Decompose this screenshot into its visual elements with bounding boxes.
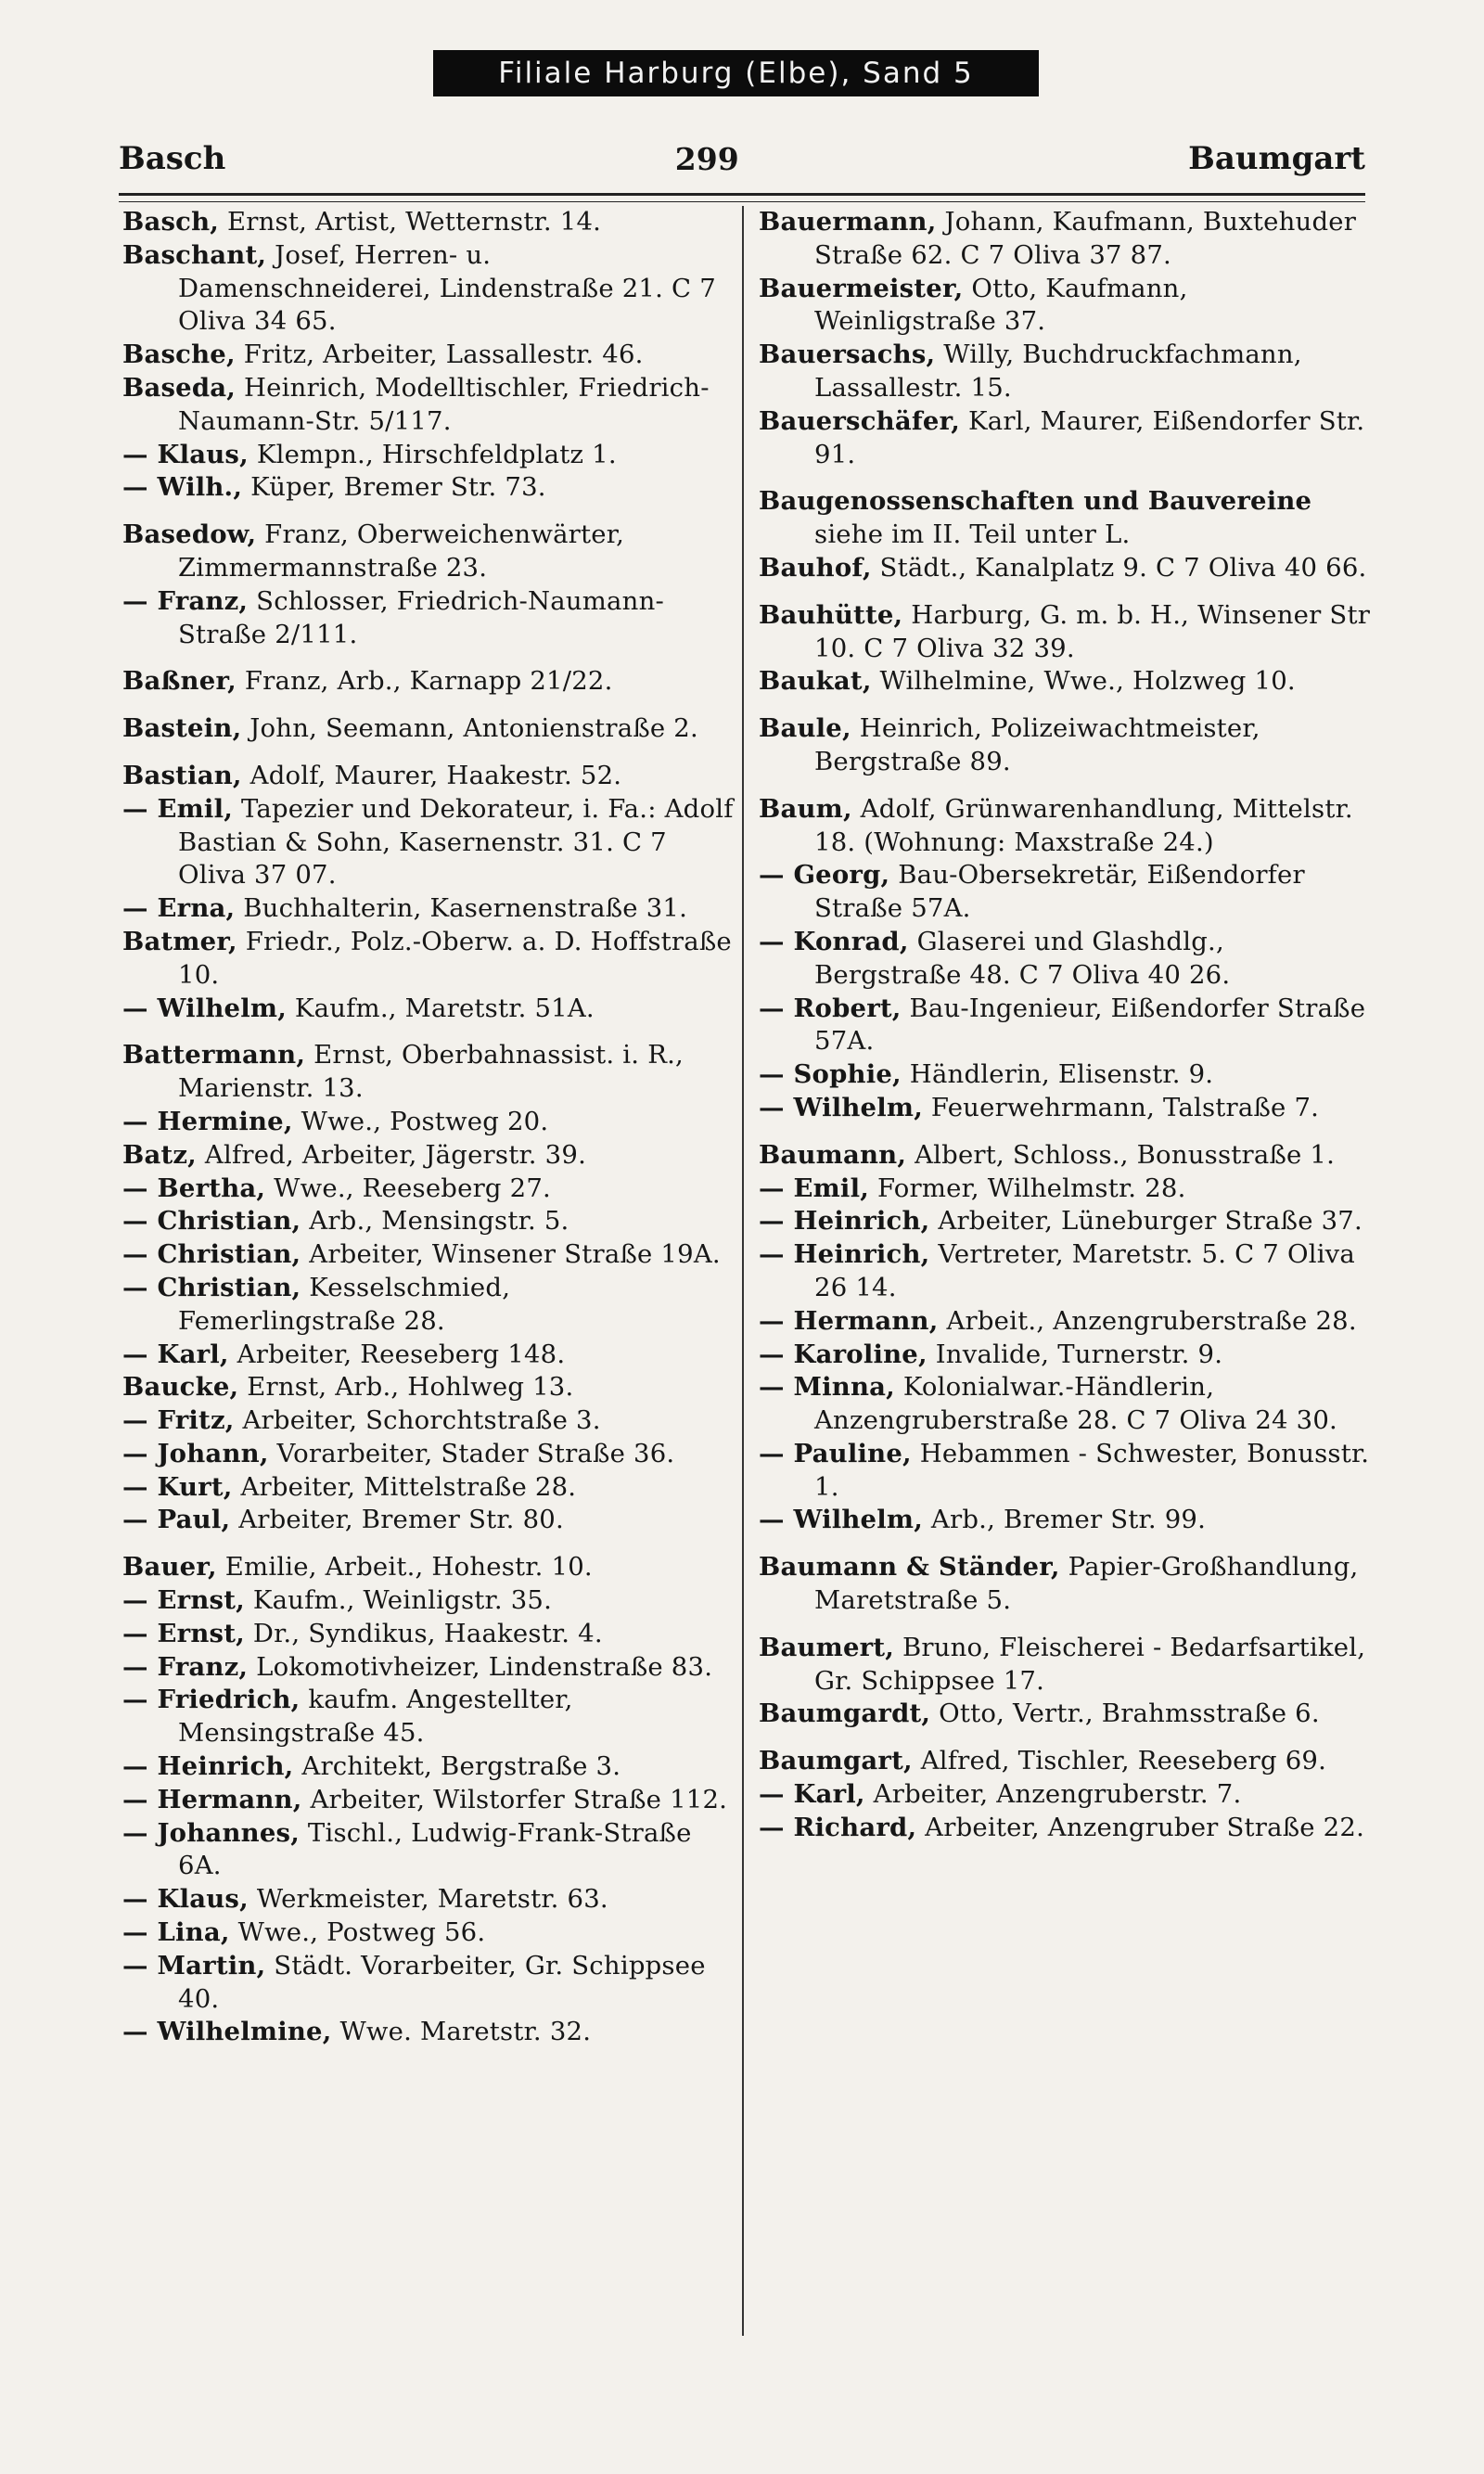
directory-entry — [122, 665, 735, 699]
entry-name: Bauhütte, — [759, 599, 903, 630]
entry-details: Bau-Ingenieur, Eißendorfer Straße 57A. — [814, 993, 1366, 1057]
entry-details: Küper, Bremer Str. 73. — [242, 472, 546, 503]
entry-details: Heinrich, Modelltischler, Friedrich-Naumann-Str. 5/117. — [178, 372, 710, 436]
directory-entry — [122, 585, 735, 652]
entry-details: Otto, Kaufmann, Weinligstraße 37. — [814, 273, 1188, 337]
entry-name: — Hermann, — [759, 1305, 939, 1336]
entry-name: — Pauline, — [759, 1438, 912, 1468]
entry-name: — Karl, — [759, 1779, 865, 1810]
entry-details: Arb., Mensingstr. 5. — [301, 1206, 569, 1237]
directory-entry — [759, 1698, 1371, 1731]
entry-name: — Richard, — [759, 1812, 917, 1842]
branch-banner: Filiale Harburg (Elbe), Sand 5 — [433, 50, 1039, 96]
entry-name: — Konrad, — [759, 926, 909, 956]
entry-details: Papier-Großhandlung, Maretstraße 5. — [814, 1552, 1359, 1616]
entry-name: — Christian, — [122, 1206, 301, 1237]
entry-name: — Bertha, — [122, 1173, 266, 1203]
directory-entry — [122, 1404, 735, 1438]
entry-name: — Ernst, — [122, 1618, 245, 1648]
entry-name: — Lina, — [122, 1917, 230, 1948]
entry-name: — Christian, — [122, 1272, 301, 1302]
entry-details: Fritz, Arbeiter, Lassallestr. 46. — [235, 340, 644, 370]
entry-name: Bauersachs, — [759, 340, 936, 370]
entry-name: — Klaus, — [122, 1884, 249, 1915]
entry-details: Bruno, Fleischerei - Bedarfsartikel, Gr. Schippsee 17. — [814, 1632, 1366, 1696]
directory-entry — [122, 1916, 735, 1950]
entry-name: Baumgardt, — [759, 1698, 931, 1729]
directory-entry — [122, 793, 735, 892]
entry-name: — Wilhelm, — [759, 1505, 923, 1535]
directory-entry — [122, 519, 735, 585]
entry-name: — Fritz, — [122, 1405, 235, 1436]
directory-entry — [759, 1632, 1371, 1698]
entry-details: Otto, Vertr., Brahmsstraße 6. — [930, 1698, 1320, 1729]
entry-details: Johann, Kaufmann, Buxtehuder Straße 62. C 7 Oliva 37 87. — [814, 207, 1357, 270]
entry-name: Baumert, — [759, 1632, 895, 1662]
entry-name: — Wilh., — [122, 472, 243, 503]
entry-name: Basch, — [122, 207, 220, 237]
entry-details: Vorarbeiter, Stader Straße 36. — [268, 1438, 675, 1468]
entry-details: Willy, Buchdruckfachmann, Lassallestr. 15. — [814, 340, 1302, 403]
directory-entry — [759, 273, 1371, 340]
entry-details: Invalide, Turnerstr. 9. — [927, 1339, 1223, 1369]
entry-details: Tapezier und Dekorateur, i. Fa.: Adolf Bastian & Sohn, Kasernenstr. 31. C 7 Oliva 37 07. — [178, 793, 734, 891]
entry-name: — Heinrich, — [759, 1206, 930, 1237]
entry-details: Alfred, Arbeiter, Jägerstr. 39. — [196, 1139, 587, 1170]
entry-details: Wwe., Postweg 20. — [292, 1106, 549, 1136]
entry-details: Arbeiter, Lüneburger Straße 37. — [929, 1206, 1362, 1237]
directory-entry — [122, 1551, 735, 1584]
directory-entry — [122, 1784, 735, 1817]
entry-name: — Wilhelm, — [759, 1092, 923, 1122]
directory-entry — [759, 206, 1371, 273]
directory-entry — [122, 993, 735, 1026]
entry-details: Arbeiter, Anzengruber Straße 22. — [916, 1812, 1365, 1842]
directory-entry — [759, 1812, 1371, 1845]
directory-entry — [122, 1272, 735, 1339]
right-column — [759, 206, 1371, 1845]
entry-name: Baumann & Ständer, — [759, 1552, 1060, 1583]
directory-entry — [122, 339, 735, 372]
directory-entry — [759, 926, 1371, 993]
directory-entry — [122, 439, 735, 472]
directory-entry — [122, 1173, 735, 1206]
directory-entry — [122, 1106, 735, 1139]
directory-entry — [122, 1883, 735, 1916]
directory-entry — [759, 712, 1371, 779]
entry-name: — Franz, — [122, 585, 249, 616]
directory-entry — [759, 1305, 1371, 1339]
entry-details: Buchhalterin, Kasernenstraße 31. — [235, 893, 688, 924]
entry-details: Franz, Oberweichenwärter, Zimmermannstraße 23. — [178, 519, 625, 583]
entry-details: siehe im II. Teil unter L. — [814, 519, 1131, 550]
entry-details: Wilhelmine, Wwe., Holzweg 10. — [871, 666, 1296, 697]
entry-name: — Kurt, — [122, 1471, 233, 1502]
entry-details: Ernst, Arb., Hohlweg 13. — [238, 1372, 574, 1403]
entry-details: Arbeiter, Anzengruberstr. 7. — [864, 1779, 1242, 1810]
entry-details: John, Seemann, Antonienstraße 2. — [241, 713, 698, 744]
directory-entry — [122, 1750, 735, 1784]
directory-entry — [122, 760, 735, 793]
directory-entry — [759, 1371, 1371, 1438]
directory-entry — [122, 372, 735, 439]
entry-details: Arbeiter, Bremer Str. 80. — [230, 1505, 564, 1535]
entry-name: — Ernst, — [122, 1585, 245, 1616]
directory-entry — [759, 1092, 1371, 1125]
entry-name: — Minna, — [759, 1372, 895, 1403]
entry-name: — Martin, — [122, 1950, 266, 1980]
entry-details: Händlerin, Elisenstr. 9. — [901, 1059, 1214, 1090]
entry-name: — Emil, — [122, 793, 234, 824]
entry-details: Schlosser, Friedrich-Naumann-Straße 2/111. — [178, 585, 664, 649]
entry-name: — Klaus, — [122, 439, 249, 469]
directory-entry — [122, 1238, 735, 1272]
directory-entry — [759, 1238, 1371, 1305]
entry-details: Arbeiter, Reeseberg 148. — [228, 1339, 566, 1369]
entry-details: Alfred, Tischler, Reeseberg 69. — [912, 1746, 1327, 1776]
directory-entry — [122, 1651, 735, 1685]
entry-details: Friedr., Polz.-Oberw. a. D. Hoffstraße 10. — [178, 926, 732, 990]
entry-name: Baucke, — [122, 1372, 239, 1403]
entry-name: Bauhof, — [759, 552, 872, 583]
directory-entry — [759, 1058, 1371, 1092]
entry-details: Bau-Obersekretär, Eißendorfer Straße 57A. — [814, 860, 1305, 924]
directory-entry — [122, 1438, 735, 1471]
entry-details: Josef, Herren- u. Damenschneiderei, Lindenstraße 21. C 7 Oliva 34 65. — [178, 239, 716, 337]
page-number: 299 — [674, 140, 739, 177]
directory-entry — [122, 1371, 735, 1404]
entry-details: kaufm. Angestellter, Mensingstraße 45. — [178, 1685, 573, 1749]
entry-name: — Franz, — [122, 1651, 249, 1682]
entry-name: Basedow, — [122, 519, 257, 550]
entry-details: Karl, Maurer, Eißendorfer Str. 91. — [814, 405, 1365, 469]
directory-entry — [759, 1205, 1371, 1238]
entry-name: Baumgart, — [759, 1746, 913, 1776]
entry-details: Franz, Arb., Karnapp 21/22. — [236, 666, 613, 697]
entry-name: Baum, — [759, 793, 852, 824]
directory-entry — [122, 471, 735, 505]
entry-name: — Georg, — [759, 860, 890, 891]
entry-details: Emilie, Arbeit., Hohestr. 10. — [216, 1552, 593, 1583]
entry-details: Dr., Syndikus, Haakestr. 4. — [244, 1618, 603, 1648]
entry-details: Klempn., Hirschfeldplatz 1. — [248, 439, 617, 469]
entry-details: Glaserei und Glashdlg., Bergstraße 48. C 7 Oliva 40 26. — [814, 926, 1231, 990]
entry-details: Kolonialwar.-Händlerin, Anzengruberstraße 28. C 7 Oliva 24 30. — [814, 1372, 1337, 1436]
entry-details: Kaufm., Maretstr. 51A. — [286, 993, 595, 1023]
entry-name: Bauer, — [122, 1552, 217, 1583]
entry-details: Arbeiter, Winsener Straße 19A. — [301, 1239, 721, 1270]
entry-name: Batz, — [122, 1139, 197, 1170]
entry-details: Architekt, Bergstraße 3. — [293, 1751, 621, 1782]
directory-entry — [122, 1139, 735, 1173]
entry-name: Bastein, — [122, 713, 242, 744]
entry-details: Städt., Kanalplatz 9. C 7 Oliva 40 66. — [871, 552, 1367, 583]
entry-name: — Wilhelmine, — [122, 2017, 332, 2047]
directory-entry — [759, 793, 1371, 860]
directory-entry — [122, 1584, 735, 1618]
entry-details: Arb., Bremer Str. 99. — [922, 1505, 1207, 1535]
entry-details: Kesselschmied, Femerlingstraße 28. — [178, 1272, 511, 1336]
entry-name: Bauermann, — [759, 207, 937, 237]
directory-entry — [759, 665, 1371, 699]
entry-name: Baschant, — [122, 239, 267, 270]
entry-name: — Christian, — [122, 1239, 301, 1270]
directory-entry — [122, 1339, 735, 1372]
directory-entry — [122, 926, 735, 993]
entry-name: — Karl, — [122, 1339, 229, 1369]
directory-entry — [122, 239, 735, 339]
entry-name: — Emil, — [759, 1173, 870, 1203]
header-rule — [119, 193, 1365, 202]
entry-details: Heinrich, Polizeiwachtmeister, Bergstraße 89. — [814, 713, 1260, 776]
entry-name: Bauerschäfer, — [759, 405, 961, 436]
directory-entry — [122, 1471, 735, 1505]
entry-details: Albert, Schloss., Bonusstraße 1. — [906, 1139, 1336, 1170]
header-right-catchword: Baumgart — [1188, 140, 1365, 177]
entry-details: Wwe., Reeseberg 27. — [265, 1173, 551, 1203]
entry-details: Former, Wilhelmstr. 28. — [869, 1173, 1186, 1203]
entry-details: Werkmeister, Maretstr. 63. — [248, 1884, 608, 1915]
entry-details: Feuerwehrmann, Talstraße 7. — [922, 1092, 1320, 1122]
entry-details: Ernst, Oberbahnassist. i. R., Marienstr. 13. — [178, 1040, 684, 1104]
directory-entry — [759, 859, 1371, 926]
entry-details: Städt. Vorarbeiter, Gr. Schippsee 40. — [178, 1950, 706, 2014]
directory-entry — [759, 485, 1371, 552]
directory-entry — [759, 599, 1371, 666]
directory-entry — [122, 1684, 735, 1750]
directory-entry — [759, 1438, 1371, 1505]
running-header — [119, 135, 1365, 182]
entry-details: Tischl., Ludwig-Frank-Straße 6A. — [178, 1817, 692, 1881]
entry-name: Basche, — [122, 340, 236, 370]
entry-details: Vertreter, Maretstr. 5. C 7 Oliva 26 14. — [814, 1239, 1356, 1302]
entry-name: Baugenossenschaften und Bauvereine — [759, 486, 1312, 517]
entry-details: Arbeiter, Schorchtstraße 3. — [234, 1405, 601, 1436]
directory-entry — [122, 1618, 735, 1651]
directory-entry — [759, 552, 1371, 585]
entry-details: Arbeiter, Mittelstraße 28. — [232, 1471, 577, 1502]
entry-details: Harburg, G. m. b. H., Winsener Str 10. C 7 Oliva 32 39. — [814, 599, 1371, 663]
entry-name: — Erna, — [122, 893, 236, 924]
directory-entry — [122, 1817, 735, 1884]
entry-name: Battermann, — [122, 1040, 306, 1070]
directory-entry — [122, 892, 735, 926]
entry-name: — Heinrich, — [759, 1239, 930, 1270]
entry-details: Arbeit., Anzengruberstraße 28. — [938, 1305, 1357, 1336]
column-divider — [742, 206, 744, 2336]
entry-name: — Paul, — [122, 1505, 231, 1535]
entry-name: — Hermann, — [122, 1784, 302, 1814]
entry-name: — Friedrich, — [122, 1685, 301, 1715]
entry-name: Bauermeister, — [759, 273, 964, 303]
entry-name: Baule, — [759, 713, 851, 744]
directory-entry — [122, 1205, 735, 1238]
directory-entry — [759, 1139, 1371, 1173]
directory-entry — [122, 206, 735, 239]
left-column — [122, 206, 735, 2049]
entry-details: Adolf, Maurer, Haakestr. 52. — [241, 760, 622, 790]
entry-details: Adolf, Grünwarenhandlung, Mittelstr. 18. (Wohnung: Maxstraße 24.) — [814, 793, 1353, 857]
entry-name: Baumann, — [759, 1139, 907, 1170]
entry-details: Arbeiter, Wilstorfer Straße 112. — [301, 1784, 728, 1814]
entry-details: Wwe., Postweg 56. — [229, 1917, 486, 1948]
directory-entry — [759, 993, 1371, 1059]
entry-name: — Karoline, — [759, 1339, 928, 1369]
directory-entry — [759, 1551, 1371, 1618]
entry-details: Hebammen - Schwester, Bonusstr. 1. — [814, 1438, 1370, 1502]
directory-entry — [759, 1173, 1371, 1206]
entry-name: Batmer, — [122, 926, 237, 956]
entry-name: — Johann, — [122, 1438, 269, 1468]
entry-details: Kaufm., Weinligstr. 35. — [244, 1585, 553, 1616]
entry-name: — Wilhelm, — [122, 993, 287, 1023]
entry-name: Bastian, — [122, 760, 242, 790]
entry-name: — Hermine, — [122, 1106, 293, 1136]
entry-details: Ernst, Artist, Wetternstr. 14. — [219, 207, 602, 237]
entry-details: Lokomotivheizer, Lindenstraße 83. — [248, 1651, 713, 1682]
entry-name: — Johannes, — [122, 1817, 300, 1848]
directory-entry — [759, 339, 1371, 405]
entry-name: Baukat, — [759, 666, 872, 697]
entry-name: — Sophie, — [759, 1059, 902, 1090]
entry-name: — Robert, — [759, 993, 902, 1023]
directory-entry — [122, 1504, 735, 1537]
directory-entry — [122, 712, 735, 746]
directory-entry — [122, 1950, 735, 2017]
directory-entry — [122, 2016, 735, 2049]
directory-entry — [759, 1339, 1371, 1372]
directory-entry — [122, 1039, 735, 1106]
entry-details: Wwe. Maretstr. 32. — [331, 2017, 592, 2047]
entry-name: — Heinrich, — [122, 1751, 294, 1782]
entry-name: Baseda, — [122, 372, 237, 403]
header-left-catchword: Basch — [119, 140, 226, 177]
directory-entry — [759, 1504, 1371, 1537]
directory-entry — [759, 405, 1371, 472]
directory-entry — [759, 1778, 1371, 1812]
directory-entry — [759, 1745, 1371, 1778]
entry-name: Baßner, — [122, 666, 237, 697]
